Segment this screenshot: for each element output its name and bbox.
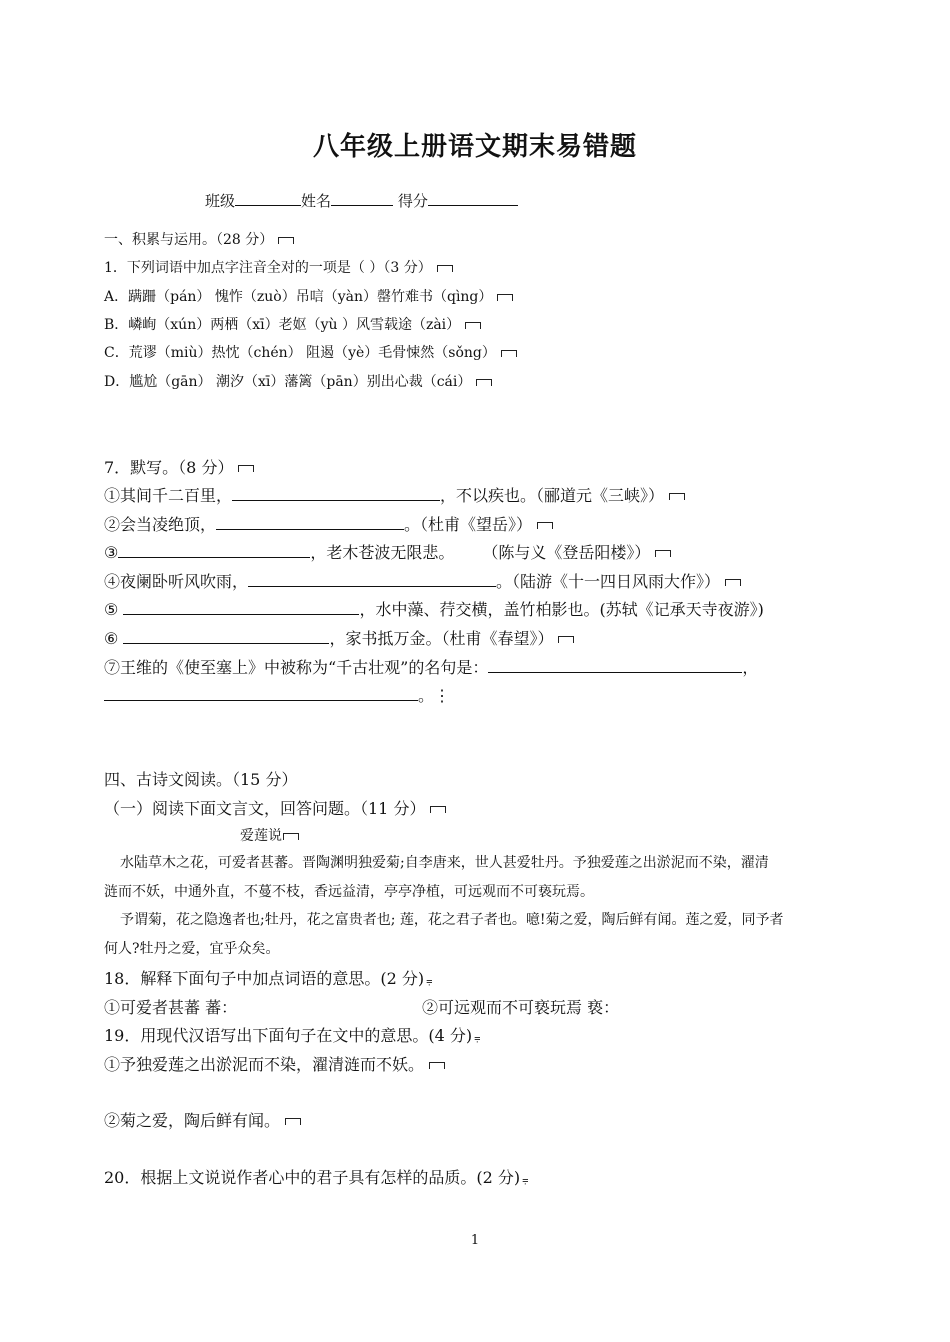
paragraph-mark-icon: [558, 636, 574, 643]
option-c: C．荒谬（miù）热忱（chén） 阻遏（yè）毛骨悚然（sǒng）: [104, 342, 517, 362]
question-1: 1．下列词语中加点字注音全对的一项是（ ）（3 分）: [104, 257, 453, 277]
student-info-line: [205, 190, 518, 211]
page-title: 八年级上册语文期末易错题: [312, 132, 637, 162]
option-b: B．嶙峋（xún）两栖（xī）老妪（yù ）风雪载途（zài）: [104, 314, 481, 334]
essay-p1-line2: 涟而不妖，中通外直，不蔓不枝，香远益清，亭亭净植，可远观而不可亵玩焉。: [104, 884, 594, 900]
q18-item-a: ①可爱者甚蕃 蕃：: [104, 998, 238, 1017]
dictation-line-3: ③ ，老木苍波无限悲。 （陈与义《登岳阳楼》）: [104, 540, 671, 563]
answer-blank[interactable]: [488, 658, 742, 673]
section1-heading: 一、积累与运用。（28 分）: [104, 229, 294, 249]
page-number: 1: [470, 1233, 480, 1248]
q7-heading: 7．默写。（8 分）: [104, 455, 254, 478]
paragraph-mark-icon: [278, 237, 294, 244]
essay-title: 爱莲说: [240, 825, 299, 845]
dictation-line-7: ⑦王维的《使至塞上》中被称为“千古壮观”的名句是： ，: [104, 658, 759, 677]
paragraph-mark-icon: [437, 265, 453, 272]
paragraph-mark-icon: [238, 465, 254, 472]
format-mark-icon: ⩦: [522, 1173, 529, 1186]
answer-blank[interactable]: [104, 686, 418, 701]
paragraph-mark-icon: [429, 1062, 445, 1069]
paragraph-mark-icon: [497, 294, 513, 301]
name-blank[interactable]: [331, 191, 393, 206]
answer-blank[interactable]: [216, 515, 404, 530]
option-d: D．尴尬（gān） 潮汐（xī）藩篱（pān）别出心裁（cái）: [104, 371, 492, 391]
format-mark-icon: ⩦: [474, 1031, 481, 1044]
paragraph-mark-icon: [725, 579, 741, 586]
section4-heading: 四、古诗文阅读。（15 分）: [104, 770, 298, 789]
paragraph-mark-icon: [465, 322, 481, 329]
question-20: 20．根据上文说说作者心中的君子具有怎样的品质。(2 分) ⩦: [104, 1168, 529, 1187]
answer-blank[interactable]: [248, 572, 496, 587]
name-label: 姓名: [301, 192, 332, 210]
dictation-line-1: ①其间千二百里， ，不以疾也。（郦道元《三峡》）: [104, 483, 685, 506]
format-mark-icon: ⩦: [426, 974, 433, 987]
paragraph-mark-icon: [501, 350, 517, 357]
paragraph-mark-icon: [476, 379, 492, 386]
dictation-line-8: 。⋮: [104, 683, 450, 706]
dictation-line-5: ⑤ ，水中藻、荇交横，盖竹柏影也。(苏轼《记承天寺夜游》): [104, 600, 764, 619]
paragraph-mark-icon: [537, 522, 553, 529]
question-18: 18．解释下面句子中加点词语的意思。(2 分) ⩦: [104, 969, 433, 988]
answer-blank[interactable]: [232, 486, 440, 501]
q19-item-1: ①予独爱莲之出淤泥而不染，濯清涟而不妖。: [104, 1052, 445, 1075]
paragraph-mark-icon: [430, 806, 446, 813]
answer-blank[interactable]: [123, 629, 329, 644]
class-blank[interactable]: [235, 191, 301, 206]
essay-p2-line2: 何人?牡丹之爱，宜乎众矣。: [104, 941, 280, 957]
dictation-line-6: ⑥ ，家书抵万金。（杜甫《春望》）: [104, 626, 574, 649]
score-label: 得分: [397, 192, 428, 210]
essay-p1-line1: 水陆草木之花，可爱者甚蕃。晋陶渊明独爱菊;自李唐来，世人甚爱牡丹。予独爱莲之出淤泥而不染，濯清: [120, 855, 769, 871]
answer-blank[interactable]: [118, 543, 310, 558]
dictation-line-2: ②会当凌绝顶， 。（杜甫《望岳》）: [104, 512, 553, 535]
option-a: A．蹒跚（pán） 愧怍（zuò）吊唁（yàn）罄竹难书（qìng）: [104, 286, 513, 306]
score-blank[interactable]: [428, 191, 518, 206]
paragraph-mark-icon: [283, 833, 299, 840]
q19-item-2: ②菊之爱，陶后鲜有闻。: [104, 1108, 301, 1131]
dictation-line-4: ④夜阑卧听风吹雨， 。（陆游《十一四日风雨大作》）: [104, 569, 741, 592]
section4-sub: （一）阅读下面文言文，回答问题。（11 分）: [104, 796, 446, 819]
question-19: 19．用现代汉语写出下面句子在文中的意思。(4 分) ⩦: [104, 1026, 481, 1045]
essay-p2-line1: 予谓菊，花之隐逸者也;牡丹，花之富贵者也; 莲，花之君子者也。噫!菊之爱，陶后鲜有闻。莲之爱，同予者: [120, 912, 784, 928]
paragraph-mark-icon: [285, 1118, 301, 1125]
paragraph-mark-icon: [669, 493, 685, 500]
paragraph-mark-icon: [655, 550, 671, 557]
answer-blank[interactable]: [123, 600, 359, 615]
q18-item-b: ②可远观而不可亵玩焉 亵：: [422, 998, 620, 1017]
class-label: 班级: [205, 192, 236, 210]
